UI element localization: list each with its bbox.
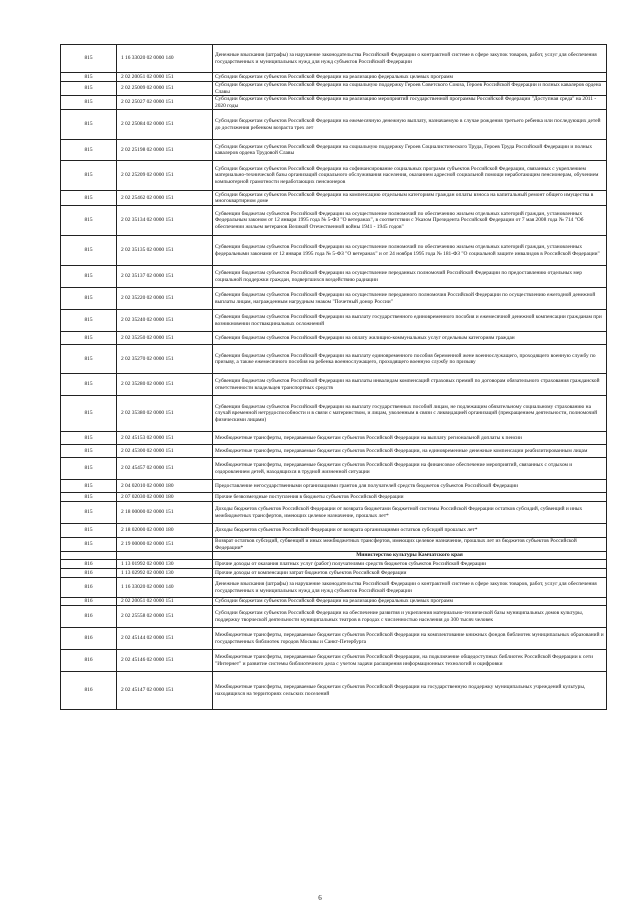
revenue-codes-table [60,44,607,710]
table-row [61,538,607,552]
admin-code-cell: 815 [61,236,117,266]
revenue-code-cell: 1 13 01992 02 0000 130 [117,560,213,569]
table-row [61,236,607,266]
revenue-name-cell: Субвенции бюджетам субъектов Российской Федерации на выплату государственных пособий лицам, не подлежащим обязательному социальному страхованию на случай временной нетрудоспособности и в связи с материнством, и лицам, уволенным в связи с ликвидацией организаций (прекращением деятельности, полномочий физическими лицами) [213,396,607,432]
revenue-name-cell: Субсидии бюджетам субъектов Российской Федерации на реализацию федеральных целевых программ [213,73,607,82]
revenue-name-cell: Прочие доходы от оказания платных услуг (работ) получателями средств бюджетов субъектов Российской Федерации [213,560,607,569]
table-row [61,266,607,288]
revenue-code-cell: 2 02 45146 02 0000 151 [117,650,213,672]
revenue-name-cell: Доходы бюджетов субъектов Российской Федерации от возврата организациями остатков субсидий прошлых лет* [213,524,607,538]
revenue-code-cell: 2 02 25558 02 0000 151 [117,606,213,628]
table-row [61,480,607,493]
admin-code-cell: 815 [61,538,117,552]
revenue-code-cell [117,552,213,560]
revenue-code-cell: 2 02 45457 02 0000 151 [117,458,213,480]
table-row [61,432,607,445]
revenue-name-cell: Межбюджетные трансферты, передаваемые бюджетам субъектов Российской Федерации на комплектование книжных фондов библиотек муниципальных образований и государственных библиотек городов Москвы и Санкт-Петербурга [213,628,607,650]
admin-code-cell: 815 [61,396,117,432]
admin-code-cell: 815 [61,73,117,82]
revenue-code-cell: 2 07 02030 02 0000 180 [117,493,213,502]
admin-code-cell: 815 [61,493,117,502]
revenue-name-cell: Субсидии бюджетам субъектов Российской Федерации на социальную поддержку Героев Советского Союза, Героев Российской Федерации и полных кавалеров ордена Славы [213,82,607,96]
revenue-code-cell: 2 02 25009 02 0000 151 [117,82,213,96]
revenue-code-cell: 2 02 25084 02 0000 151 [117,110,213,140]
revenue-code-cell: 2 02 35270 02 0000 151 [117,345,213,374]
revenue-name-cell: Субсидии бюджетам субъектов Российской Федерации на реализацию мероприятий государственной программы Российской Федерации "Доступная среда" на 2011 - 2020 годы [213,96,607,110]
page-number: 6 [318,894,322,902]
admin-code-cell: 815 [61,288,117,310]
table-row [61,73,607,82]
revenue-code-cell: 2 02 35134 02 0000 151 [117,206,213,236]
admin-code-cell: 816 [61,598,117,606]
revenue-code-cell: 2 02 25462 02 0000 151 [117,191,213,206]
revenue-name-cell: Межбюджетные трансферты, передаваемые бюджетам субъектов Российской Федерации на выплату региональной доплаты к пенсии [213,432,607,445]
table-row [61,650,607,672]
admin-code-cell: 816 [61,606,117,628]
table-row [61,672,607,710]
revenue-code-cell: 2 02 35220 02 0000 151 [117,288,213,310]
admin-code-cell: 815 [61,432,117,445]
table-row [61,191,607,206]
revenue-code-cell: 1 16 33020 02 0000 140 [117,578,213,598]
section-header-row [61,552,607,560]
revenue-code-cell: 2 02 20051 02 0000 151 [117,73,213,82]
table-row [61,206,607,236]
revenue-name-cell: Субвенции бюджетам субъектов Российской Федерации на оплату жилищно-коммунальных услуг отдельным категориям граждан [213,332,607,345]
revenue-code-cell: 2 02 35250 02 0000 151 [117,332,213,345]
table-row [61,110,607,140]
revenue-name-cell: Субвенции бюджетам субъектов Российской Федерации на выплату государственного единовременного пособия и ежемесячной денежной компенсации гражданам при возникновении поствакцинальных осложнений [213,310,607,332]
admin-code-cell: 815 [61,445,117,458]
revenue-name-cell: Денежные взыскания (штрафы) за нарушение законодательства Российской Федерации о контрактной системе в сфере закупок товаров, работ, услуг для обеспечения государственных и муниципальных нужд для нужд субъектов Российской Федерации [213,578,607,598]
table-row [61,445,607,458]
revenue-name-cell: Субвенции бюджетам субъектов Российской Федерации на выплаты инвалидам компенсаций страховых премий по договорам обязательного страхования гражданской ответственности владельцев транспортных средств [213,374,607,396]
revenue-name-cell: Субсидии бюджетам субъектов Российской Федерации на софинансирование социальных программ субъектов Российской Федерации, связанных с укреплением материально-технической базы организаций социального обслуживания населения, оказанием адресной социальной помощи неработающим пенсионерам, обучением компьютерной грамотности неработающих пенсионеров [213,161,607,191]
admin-code-cell: 816 [61,560,117,569]
admin-code-cell: 815 [61,310,117,332]
admin-code-cell: 815 [61,458,117,480]
revenue-table-page [60,44,606,710]
revenue-code-cell: 1 16 33020 02 0000 140 [117,45,213,73]
table-row [61,310,607,332]
table-row [61,493,607,502]
revenue-code-cell: 2 02 20051 02 0000 151 [117,598,213,606]
admin-code-cell: 815 [61,82,117,96]
admin-code-cell: 815 [61,96,117,110]
revenue-code-cell: 2 02 35240 02 0000 151 [117,310,213,332]
admin-code-cell: 815 [61,140,117,161]
table-row [61,458,607,480]
table-row [61,628,607,650]
revenue-code-cell: 2 02 25027 02 0000 151 [117,96,213,110]
admin-code-cell: 815 [61,332,117,345]
revenue-code-cell: 2 02 35280 02 0000 151 [117,374,213,396]
revenue-name-cell: Прочие безвозмездные поступления в бюджеты субъектов Российской Федерации [213,493,607,502]
revenue-code-cell: 2 02 35135 02 0000 151 [117,236,213,266]
revenue-code-cell: 2 02 45300 02 0000 151 [117,445,213,458]
revenue-code-cell: 2 02 35137 02 0000 151 [117,266,213,288]
admin-code-cell [61,552,117,560]
table-row [61,288,607,310]
revenue-code-cell: 2 04 02010 02 0000 180 [117,480,213,493]
revenue-name-cell: Субсидии бюджетам субъектов Российской Федерации на ежемесячную денежную выплату, назначаемую в случае рождения третьего ребенка или последующих детей до достижения ребенком возраста трех лет [213,110,607,140]
table-row [61,332,607,345]
admin-code-cell: 816 [61,672,117,710]
revenue-code-cell: 2 02 35380 02 0000 151 [117,396,213,432]
revenue-name-cell: Субвенции бюджетам субъектов Российской Федерации на выплату единовременного пособия беременной жене военнослужащего, проходящего военную службу по призыву, а также ежемесячного пособия на ребенка военнослужащего, проходящего военную службу по призыву [213,345,607,374]
admin-code-cell: 815 [61,345,117,374]
revenue-code-cell: 2 19 00000 02 0000 151 [117,538,213,552]
revenue-name-cell: Межбюджетные трансферты, передаваемые бюджетам субъектов Российской Федерации, на единовременные денежные компенсации реабилитированным лицам [213,445,607,458]
admin-code-cell: 816 [61,628,117,650]
admin-code-cell: 815 [61,524,117,538]
table-row [61,606,607,628]
admin-code-cell: 815 [61,266,117,288]
table-row [61,560,607,569]
admin-code-cell: 815 [61,374,117,396]
admin-code-cell: 815 [61,191,117,206]
admin-code-cell: 815 [61,480,117,493]
revenue-name-cell: Межбюджетные трансферты, передаваемые бюджетам субъектов Российской Федерации на финансовое обеспечение мероприятий, связанных с отдыхом и оздоровлением детей, находящихся в трудной жизненной ситуации [213,458,607,480]
revenue-name-cell: Субсидии бюджетам субъектов Российской Федерации на социальную поддержку Героев Социалистического Труда, Героев Труда Российской Федерации и полных кавалеров ордена Трудовой Славы [213,140,607,161]
table-row [61,45,607,73]
revenue-code-cell: 2 18 00000 02 0000 151 [117,502,213,524]
revenue-name-cell: Субвенции бюджетам субъектов Российской Федерации на осуществление переданного полномочия Российской Федерации по осуществлению ежегодной денежной выплаты лицам, награжденным нагрудным знаком "Почетный донор России" [213,288,607,310]
revenue-name-cell: Межбюджетные трансферты, передаваемые бюджетам субъектов Российской Федерации на государственную поддержку муниципальных учреждений культуры, находящихся на территориях сельских поселений [213,672,607,710]
revenue-code-cell: 2 02 45147 02 0000 151 [117,672,213,710]
table-row [61,96,607,110]
table-row [61,569,607,578]
admin-code-cell: 815 [61,206,117,236]
table-row [61,345,607,374]
revenue-code-cell: 2 02 45144 02 0000 151 [117,628,213,650]
revenue-code-cell: 1 13 02992 02 0000 130 [117,569,213,578]
revenue-name-cell: Субсидии бюджетам субъектов Российской Федерации на компенсацию отдельным категориям граждан оплаты взноса на капитальный ремонт общего имущества в многоквартирном доме [213,191,607,206]
admin-code-cell: 816 [61,650,117,672]
revenue-name-cell: Субвенции бюджетам субъектов Российской Федерации на осуществление переданных полномочий Российской Федерации по предоставлению отдельных мер социальной поддержки граждан, подвергшихся воздействию радиации [213,266,607,288]
section-title: Министерство культуры Камчатского края [213,552,607,560]
table-row [61,161,607,191]
revenue-name-cell: Субсидии бюджетам субъектов Российской Федерации на реализацию федеральных целевых программ [213,598,607,606]
revenue-name-cell: Денежные взыскания (штрафы) за нарушение законодательства Российской Федерации о контрактной системе в сфере закупок товаров, работ, услуг для обеспечения государственных и муниципальных нужд для нужд субъектов Российской Федерации [213,45,607,73]
table-row [61,502,607,524]
table-row [61,374,607,396]
table-row [61,140,607,161]
table-row [61,598,607,606]
table-row [61,82,607,96]
revenue-name-cell: Прочие доходы от компенсации затрат бюджетов субъектов Российской Федерации [213,569,607,578]
revenue-name-cell: Межбюджетные трансферты, передаваемые бюджетам субъектов Российской Федерации, на подключение общедоступных библиотек Российской Федерации к сети "Интернет" и развитие системы библиотечного дела с учетом задачи расширения информационных технологий и оцифровки [213,650,607,672]
revenue-name-cell: Субвенции бюджетам субъектов Российской Федерации на осуществление полномочий по обеспечению жильем отдельных категорий граждан, установленных федеральными законами от 12 января 1995 года № 5-ФЗ "О ветеранах" и от 24 ноября 1995 года № 181-ФЗ "О социальной защите инвалидов в Российской Федерации" [213,236,607,266]
admin-code-cell: 815 [61,502,117,524]
revenue-name-cell: Субвенции бюджетам субъектов Российской Федерации на осуществление полномочий по обеспечению жильем отдельных категорий граждан, установленных Федеральным законом от 12 января 1995 года № 5-ФЗ "О ветеранах", в соответствии с Указом Президента Российской Федерации от 7 мая 2008 года № 714 "Об обеспечении жильем ветеранов Великой Отечественной войны 1941 - 1945 годов" [213,206,607,236]
revenue-code-cell: 2 18 02000 02 0000 180 [117,524,213,538]
admin-code-cell: 815 [61,45,117,73]
revenue-name-cell: Субсидии бюджетам субъектов Российской Федерации на обеспечение развития и укрепления материально-технической базы муниципальных домов культуры, поддержку творческой деятельности муниципальных театров в городах с численностью населения до 300 тысяч человек [213,606,607,628]
revenue-name-cell: Возврат остатков субсидий, субвенций и иных межбюджетных трансфертов, имеющих целевое назначение, прошлых лет из бюджетов субъектов Российской Федерации* [213,538,607,552]
admin-code-cell: 816 [61,569,117,578]
admin-code-cell: 815 [61,161,117,191]
revenue-code-cell: 2 02 45153 02 0000 151 [117,432,213,445]
table-row [61,396,607,432]
table-row [61,524,607,538]
revenue-name-cell: Доходы бюджетов субъектов Российской Федерации от возврата бюджетами бюджетной системы Российской Федерации остатков субсидий, субвенций и иных межбюджетных трансфертов, имеющих целевое назначение, прошлых лет* [213,502,607,524]
table-row [61,578,607,598]
revenue-code-cell: 2 02 25209 02 0000 151 [117,161,213,191]
revenue-code-cell: 2 02 25198 02 0000 151 [117,140,213,161]
admin-code-cell: 816 [61,578,117,598]
admin-code-cell: 815 [61,110,117,140]
revenue-name-cell: Предоставление негосударственными организациями грантов для получателей средств бюджетов субъектов Российской Федерации [213,480,607,493]
